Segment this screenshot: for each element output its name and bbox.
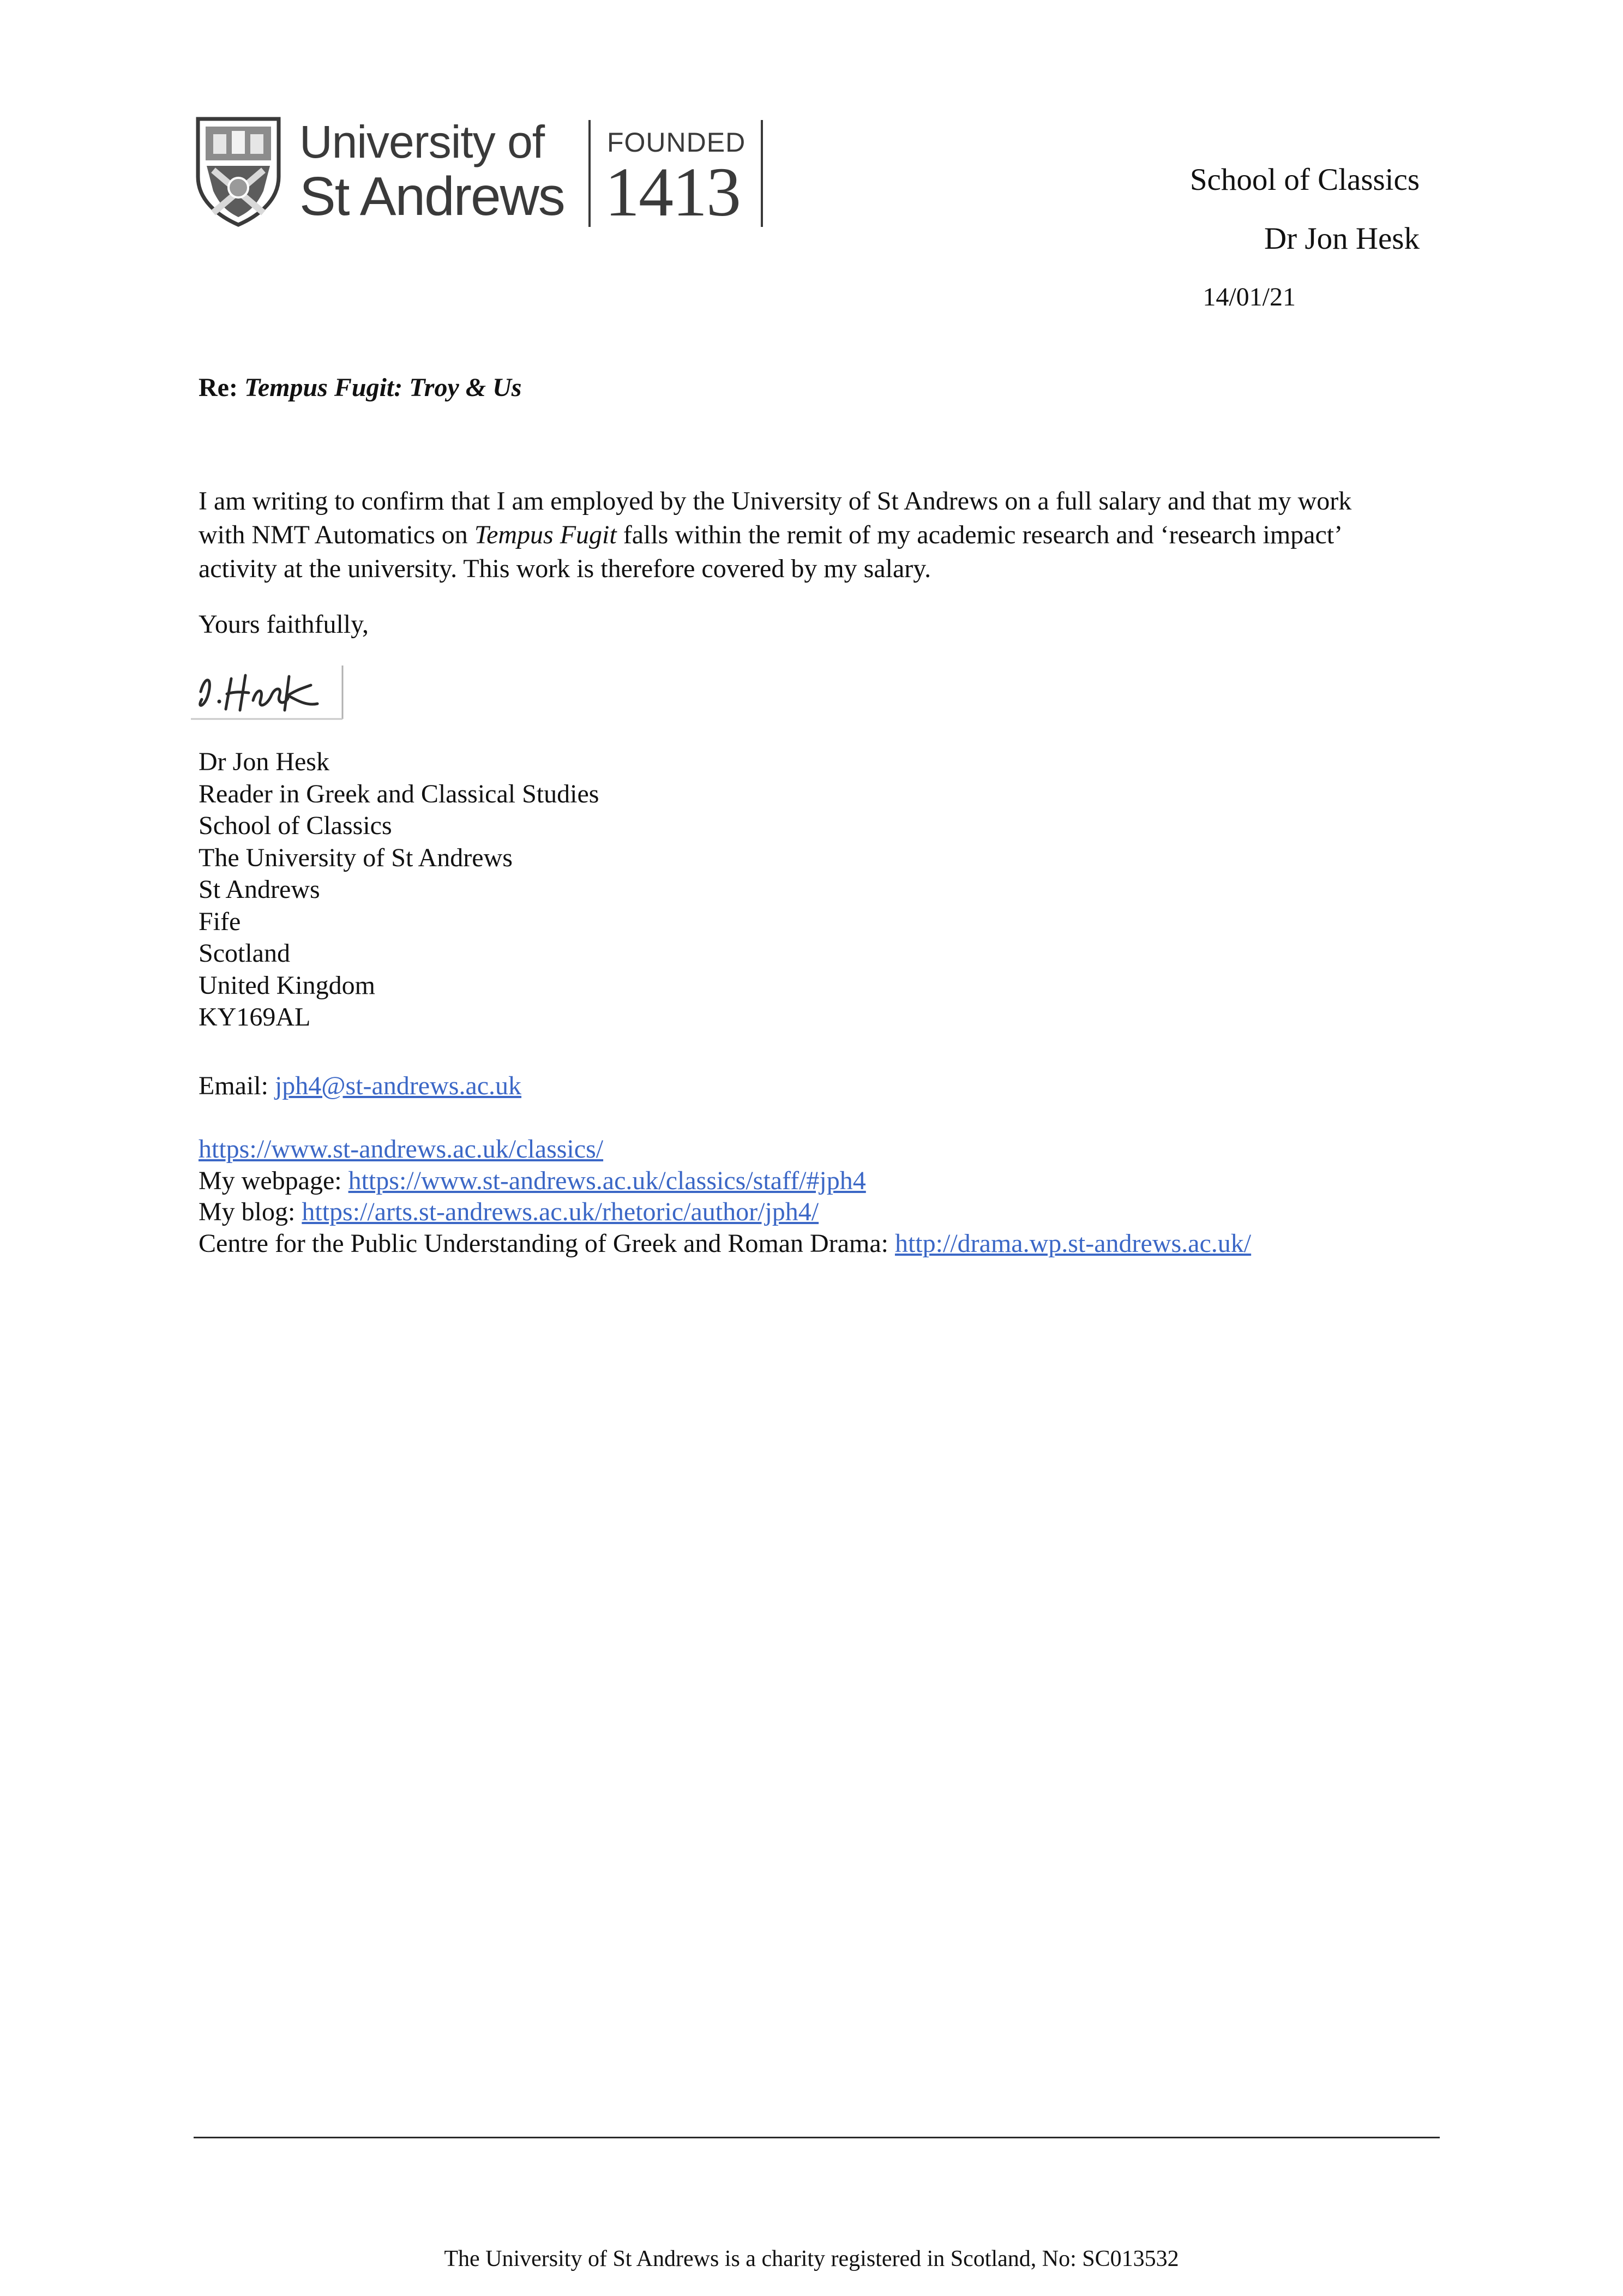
sig-school: School of Classics — [199, 811, 392, 840]
body-line: with NMT Automatics on Tempus Fugit falls within the remit of my academic research and ‘research impact’ — [199, 520, 1343, 549]
sig-town: St Andrews — [199, 875, 320, 904]
university-crest-icon — [195, 116, 282, 227]
signature-block — [199, 746, 599, 1034]
letter-body — [199, 484, 1351, 586]
header-sender: Dr Jon Hesk — [1264, 221, 1420, 256]
blog-label: My blog: — [199, 1197, 302, 1226]
logo-divider-right — [761, 120, 763, 227]
body-line: I am writing to confirm that I am employed by the University of St Andrews on a full salary and that my work — [199, 487, 1352, 515]
logo-line-1: University of — [299, 116, 545, 167]
email-link[interactable]: jph4@st-andrews.ac.uk — [274, 1071, 522, 1100]
sig-country: Scotland — [199, 939, 290, 968]
handwritten-signature — [191, 660, 349, 723]
logo-founded-label: FOUNDED — [607, 127, 746, 158]
centre-label: Centre for the Public Understanding of Greek and Roman Drama: — [199, 1228, 895, 1258]
classics-url-link[interactable]: https://www.st-andrews.ac.uk/classics/ — [199, 1135, 604, 1164]
centre-link[interactable]: http://drama.wp.st-andrews.ac.uk/ — [894, 1228, 1252, 1258]
webpage-link[interactable]: https://www.st-andrews.ac.uk/classics/staff/#jph4 — [348, 1166, 866, 1195]
university-logo — [195, 116, 773, 231]
footer-charity-note: The University of St Andrews is a charity registered in Scotland, No: SC013532 — [444, 2246, 1179, 2271]
links-section — [199, 1134, 1251, 1259]
logo-founded-year: 1413 — [605, 153, 740, 231]
logo-line-2: St Andrews — [299, 166, 564, 227]
classics-url-line — [199, 1134, 1251, 1165]
logo-divider — [588, 120, 591, 227]
blog-link[interactable]: https://arts.st-andrews.ac.uk/rhetoric/author/jph4/ — [302, 1197, 819, 1226]
webpage-label: My webpage: — [199, 1166, 348, 1195]
letter-date: 14/01/21 — [1203, 283, 1296, 311]
closing: Yours faithfully, — [199, 610, 369, 639]
webpage-line — [199, 1165, 1251, 1197]
sig-county: Fife — [199, 907, 241, 936]
subject-prefix: Re: — [199, 373, 238, 402]
body-italic-title: Tempus Fugit — [474, 520, 617, 549]
footer-divider — [194, 2137, 1440, 2138]
subject-title: Tempus Fugit: Troy & Us — [244, 373, 522, 402]
sig-postcode: KY169AL — [199, 1003, 311, 1032]
blog-line — [199, 1196, 1251, 1228]
centre-line — [199, 1228, 1251, 1260]
sig-title: Reader in Greek and Classical Studies — [199, 779, 599, 808]
email-label: Email: — [199, 1071, 275, 1100]
sig-name: Dr Jon Hesk — [199, 747, 329, 776]
sig-nation: United Kingdom — [199, 970, 375, 1000]
email-line — [199, 1069, 521, 1103]
subject-line — [199, 371, 521, 405]
sig-university: The University of St Andrews — [199, 843, 513, 872]
body-line: activity at the university. This work is therefore covered by my salary. — [199, 554, 931, 583]
header-school: School of Classics — [1189, 163, 1420, 197]
